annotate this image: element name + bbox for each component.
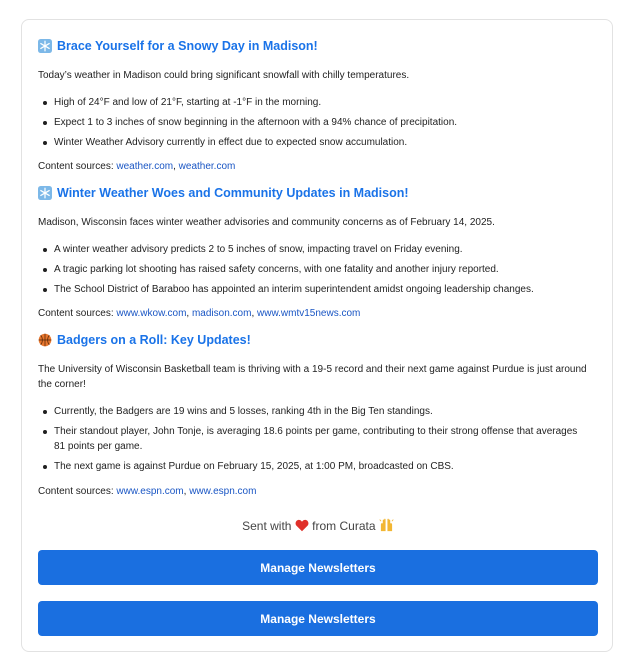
newsletter-card [21, 19, 613, 652]
content-sources: Content sources: weather.com, weather.com [38, 161, 236, 172]
section-title [38, 333, 598, 347]
source-link[interactable]: www.wmtv15news.com [257, 308, 361, 319]
list-item: The School District of Baraboo has appointed an interim superintendent amidst ongoing leadership changes. [38, 282, 598, 297]
sent-with-text: Sent with [242, 519, 292, 533]
heart-icon [295, 519, 309, 532]
content-sources: Content sources: www.espn.com, www.espn.com [38, 486, 257, 497]
list-item: High of 24°F and low of 21°F, starting at -1°F in the morning. [38, 95, 598, 110]
section-title-text: Brace Yourself for a Snowy Day in Madison! [57, 39, 318, 53]
manage-newsletters-button[interactable]: Manage Newsletters [38, 601, 598, 636]
section-title-text: Badgers on a Roll: Key Updates! [57, 333, 251, 347]
news-section [38, 186, 598, 319]
basketball-icon [38, 333, 52, 347]
from-text: from Curata [312, 519, 376, 533]
source-link[interactable]: www.espn.com [189, 486, 257, 497]
news-section [38, 39, 598, 172]
snowflake-icon [38, 186, 52, 200]
sources-label: Content sources: [38, 308, 114, 319]
sent-with-footer [38, 518, 598, 533]
section-intro: The University of Wisconsin Basketball team is thriving with a 19-5 record and their next game against Purdue is just around the corner! [38, 364, 587, 390]
bullet-list [38, 95, 598, 150]
source-link[interactable]: weather.com [116, 161, 174, 172]
list-item: Winter Weather Advisory currently in effect due to expected snow accumulation. [38, 135, 598, 150]
source-link[interactable]: madison.com [191, 308, 252, 319]
raised-hands-icon [379, 518, 394, 532]
list-item: Their standout player, John Tonje, is averaging 18.6 points per game, contributing to their strong offense that averages 81 points per game. [38, 424, 598, 454]
manage-newsletters-button[interactable]: Manage Newsletters [38, 550, 598, 585]
source-link[interactable]: weather.com [178, 161, 236, 172]
list-item: A winter weather advisory predicts 2 to 5 inches of snow, impacting travel on Friday evening. [38, 242, 598, 257]
list-item: A tragic parking lot shooting has raised safety concerns, with one fatality and another injury reported. [38, 262, 598, 277]
bullet-list [38, 404, 598, 474]
section-title [38, 39, 598, 53]
list-item: Expect 1 to 3 inches of snow beginning in the afternoon with a 94% chance of precipitation. [38, 115, 598, 130]
sources-label: Content sources: [38, 161, 114, 172]
section-intro: Madison, Wisconsin faces winter weather advisories and community concerns as of February 14, 2025. [38, 217, 495, 228]
news-section [38, 333, 598, 497]
sources-label: Content sources: [38, 486, 114, 497]
list-item: The next game is against Purdue on February 15, 2025, at 1:00 PM, broadcasted on CBS. [38, 459, 598, 474]
section-title [38, 186, 598, 200]
snowflake-icon [38, 39, 52, 53]
content-sources: Content sources: www.wkow.com, madison.com, www.wmtv15news.com [38, 308, 361, 319]
source-link[interactable]: www.espn.com [116, 486, 184, 497]
section-title-text: Winter Weather Woes and Community Updates in Madison! [57, 186, 409, 200]
source-link[interactable]: www.wkow.com [116, 308, 187, 319]
list-item: Currently, the Badgers are 19 wins and 5 losses, ranking 4th in the Big Ten standings. [38, 404, 598, 419]
bullet-list [38, 242, 598, 297]
section-intro: Today’s weather in Madison could bring significant snowfall with chilly temperatures. [38, 70, 410, 81]
